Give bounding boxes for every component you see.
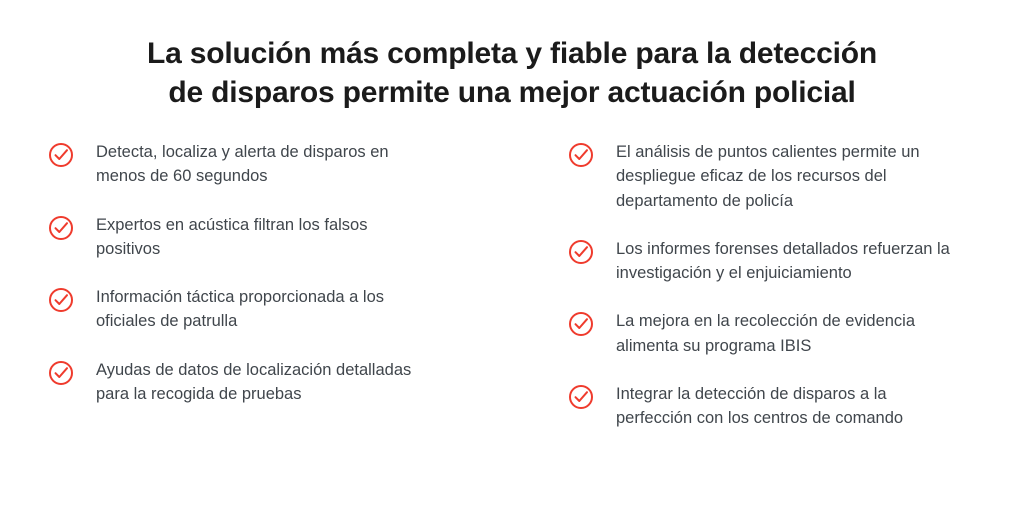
feature-list-page — [0, 20, 1024, 522]
list-item — [48, 140, 494, 189]
check-circle-icon — [568, 384, 594, 410]
list-item-label: La mejora en la recolección de evidencia alimenta su programa IBIS — [616, 312, 916, 355]
feature-column-left — [48, 140, 512, 454]
list-item — [48, 358, 494, 407]
check-circle-icon — [48, 142, 74, 168]
list-item-label: Información táctica proporcionada a los oficiales de patrulla — [96, 288, 384, 331]
list-item-label: Detecta, localiza y alerta de disparos en menos de 60 segundos — [96, 143, 389, 186]
page-title-line-1: La solución más completa y fiable para la detección — [146, 37, 878, 71]
list-item — [48, 213, 494, 262]
check-circle-icon — [48, 287, 74, 313]
check-circle-icon — [568, 239, 594, 265]
check-circle-icon — [48, 360, 74, 386]
check-circle-icon — [48, 215, 74, 241]
list-item-label: Integrar la detección de disparos a la perfección con los centros de comando — [616, 384, 904, 428]
list-item-label: Ayudas de datos de localización detalladas para la recogida de pruebas — [96, 360, 412, 403]
check-circle-icon — [568, 311, 594, 337]
list-item-label: El análisis de puntos calientes permite un despliegue eficaz de los recursos del departamento de policía — [616, 143, 920, 210]
check-circle-icon — [568, 142, 594, 168]
feature-columns — [0, 140, 1024, 454]
list-item-label: Expertos en acústica filtran los falsos positivos — [96, 215, 368, 258]
feature-column-right — [512, 140, 976, 454]
list-item — [48, 285, 494, 334]
page-title — [0, 20, 1024, 112]
list-item — [568, 140, 976, 213]
page-title-line-2: de disparos permite una mejor actuación policial — [168, 76, 856, 110]
list-item — [568, 237, 976, 286]
list-item — [568, 382, 976, 431]
list-item-label: Los informes forenses detallados refuerzan la investigación y el enjuiciamiento — [616, 239, 950, 283]
list-item — [568, 309, 976, 358]
